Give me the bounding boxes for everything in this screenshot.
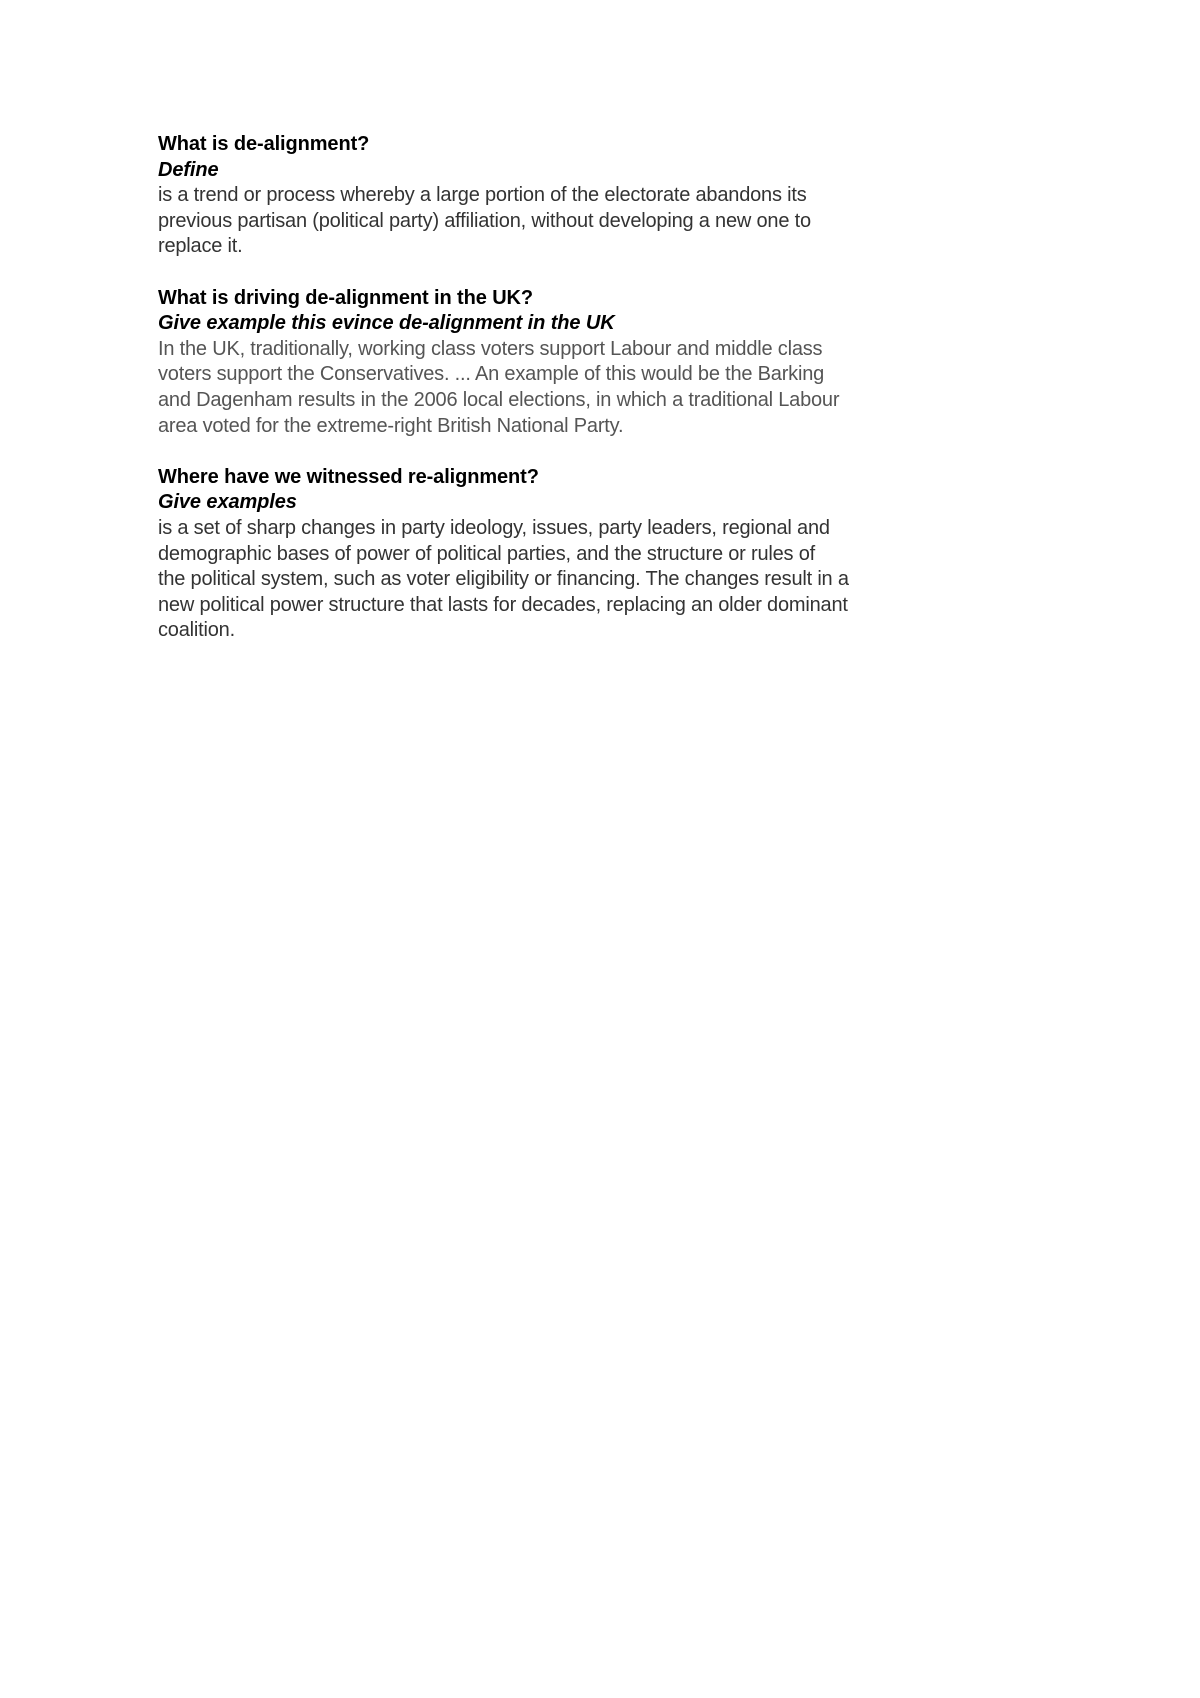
answer-line: and Dagenham results in the 2006 local elections, in which a traditional Labour xyxy=(158,388,840,411)
answer-line: area voted for the extreme-right British National Party. xyxy=(158,414,624,437)
answer-line: new political power structure that lasts for decades, replacing an older dominant xyxy=(158,593,848,616)
prompt-subheading: Give examples xyxy=(158,491,297,514)
prompt-subheading: Define xyxy=(158,158,219,181)
answer-line: is a set of sharp changes in party ideology, issues, party leaders, regional and xyxy=(158,516,830,539)
answer-line: is a trend or process whereby a large portion of the electorate abandons its xyxy=(158,184,807,207)
answer-line: voters support the Conservatives. ... An example of this would be the Barking xyxy=(158,363,825,386)
section-re-alignment xyxy=(158,465,958,644)
question-heading: What is driving de-alignment in the UK? xyxy=(158,286,533,309)
answer-line: previous partisan (political party) affiliation, without developing a new one to xyxy=(158,209,811,232)
question-heading: Where have we witnessed re-alignment? xyxy=(158,465,539,488)
answer-line: demographic bases of power of political parties, and the structure or rules of xyxy=(158,542,815,565)
prompt-subheading: Give example this evince de-alignment in the UK xyxy=(158,312,615,335)
answer-text xyxy=(158,516,958,644)
answer-line: the political system, such as voter eligibility or financing. The changes result in a xyxy=(158,568,849,591)
section-de-alignment xyxy=(158,132,958,260)
section-driving-de-alignment xyxy=(158,286,958,440)
answer-line: replace it. xyxy=(158,235,243,258)
answer-text xyxy=(158,337,958,439)
question-heading: What is de-alignment? xyxy=(158,133,370,155)
answer-text xyxy=(158,183,958,260)
answer-line: In the UK, traditionally, working class voters support Labour and middle class xyxy=(158,337,823,360)
document-page xyxy=(158,132,958,669)
answer-line: coalition. xyxy=(158,619,235,642)
